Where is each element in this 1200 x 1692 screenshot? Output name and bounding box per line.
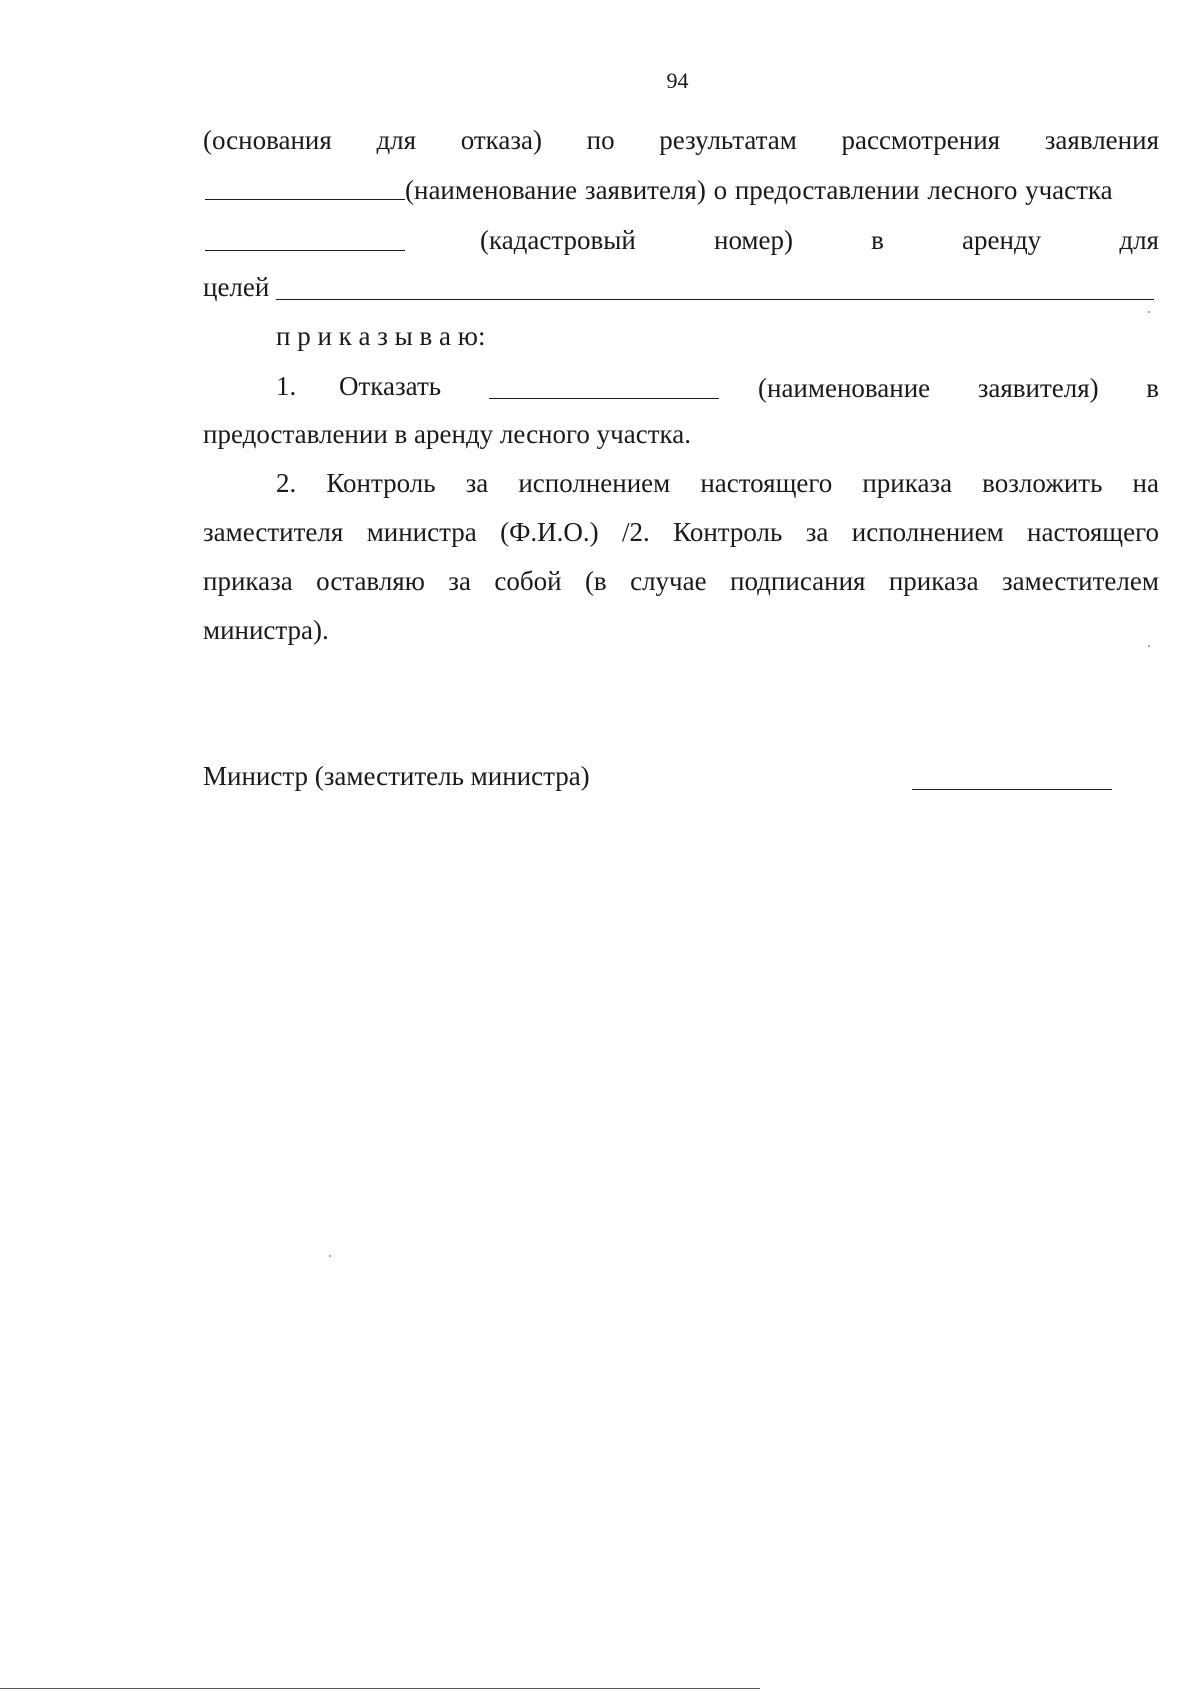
intro-line-4: целей — [203, 272, 270, 302]
word: за — [805, 517, 829, 547]
word: Контроль — [673, 517, 783, 547]
cadastral-number-blank — [205, 250, 405, 251]
item2-line-2 — [203, 516, 1159, 548]
word: возложить — [982, 468, 1103, 498]
signature-blank — [912, 789, 1112, 790]
word: (кадастровый — [480, 225, 636, 255]
word: (в — [584, 566, 607, 596]
item2-line-4: министра). — [203, 615, 329, 645]
word: результатам — [659, 125, 797, 155]
item1-number: 1. — [276, 371, 297, 401]
word: министра — [366, 517, 477, 547]
word: Контроль — [326, 468, 436, 498]
word: исполнением — [518, 468, 671, 498]
word: заявителя) — [977, 373, 1099, 403]
scan-speck — [1148, 311, 1150, 313]
word: по — [586, 125, 615, 155]
item1-refuse-word: Отказать — [339, 371, 442, 401]
word: собой — [494, 566, 562, 596]
signature-label: Министр (заместитель министра) — [203, 761, 590, 791]
scan-speck — [1148, 645, 1150, 647]
item1-line-2: предоставлении в аренду лесного участка. — [203, 419, 691, 449]
word: заместителем — [1002, 566, 1159, 596]
word: (наименование — [758, 373, 931, 403]
word: настоящего — [1027, 517, 1159, 547]
word: для — [1119, 225, 1159, 255]
word: заместителя — [203, 517, 344, 547]
word: случае — [630, 566, 707, 596]
word: подписания — [730, 566, 866, 596]
order-word: п р и к а з ы в а ю: — [276, 321, 486, 351]
word: за — [448, 566, 471, 596]
word: номер) — [714, 225, 793, 255]
word: 2. — [276, 468, 297, 498]
word: рассмотрения — [841, 125, 1001, 155]
word: исполнением — [851, 517, 1004, 547]
intro-line-2: (наименование заявителя) о предоставлении лесного участка — [405, 175, 1113, 205]
word: аренду — [962, 225, 1042, 255]
word: настоящего — [700, 468, 833, 498]
word: отказа) — [460, 125, 542, 155]
page-number: 94 — [666, 68, 689, 93]
intro-line-3 — [480, 224, 1159, 256]
word: оставляю — [316, 566, 425, 596]
item1-applicant-blank — [489, 398, 719, 399]
word: (основания — [203, 125, 332, 155]
word: для — [376, 125, 417, 155]
scan-speck — [329, 1255, 331, 1257]
word: приказа — [888, 566, 979, 596]
item2-line-3 — [203, 565, 1159, 597]
intro-line-1 — [203, 124, 1159, 156]
word: (Ф.И.О.) — [500, 517, 599, 547]
purpose-blank — [276, 299, 1154, 300]
word: за — [465, 468, 489, 498]
word: приказа — [862, 468, 953, 498]
word: /2. — [622, 517, 650, 547]
word: заявления — [1044, 125, 1159, 155]
word: на — [1132, 468, 1159, 498]
footer-rule — [0, 1688, 760, 1689]
word: в — [1146, 373, 1159, 403]
word: приказа — [203, 566, 293, 596]
word: в — [871, 225, 884, 255]
item2-line-1 — [276, 467, 1159, 499]
applicant-name-blank — [205, 199, 405, 200]
item1-line-1-end — [758, 372, 1159, 404]
